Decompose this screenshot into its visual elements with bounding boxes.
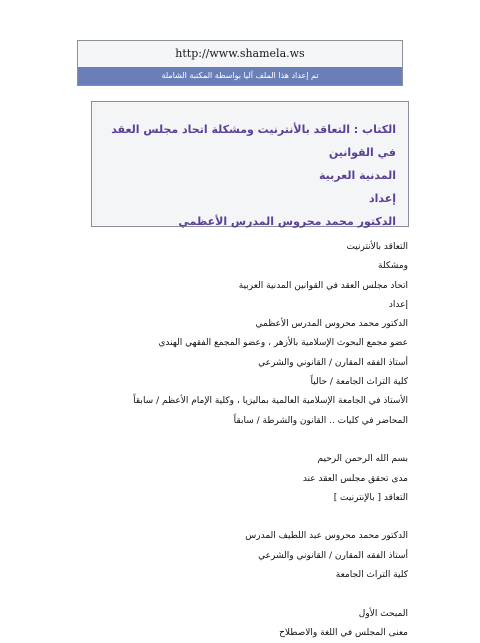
body-line: كلية التراث الجامعة bbox=[335, 570, 408, 581]
body-line: التعاقد [ بالإنترنيت ] bbox=[333, 492, 408, 503]
body-line: التعاقد بالأنترنيت bbox=[346, 242, 408, 252]
book-title: الكتاب : التعاقد بالأنترنيت ومشكلة اتحاد مجلس العقد في القوانين bbox=[111, 123, 396, 159]
author-name: الدكتور محمد محروس المدرس الأعظمي bbox=[178, 215, 396, 228]
body-line: الأستاذ في الجامعة الإسلامية العالمية بماليزيا ، وكلية الإمام الأعظم / سابقاً bbox=[133, 396, 408, 407]
body-line: أستاذ الفقه المقارن / القانوني والشرعي bbox=[258, 357, 408, 368]
body-line: إعداد bbox=[388, 299, 408, 310]
body-line: معنى المجلس في اللغة والاصطلاح bbox=[279, 627, 408, 638]
source-header-box bbox=[77, 40, 403, 86]
prepared-by-label: إعداد bbox=[368, 192, 396, 205]
section-heading: المبحث الأول bbox=[358, 608, 408, 619]
paragraph-gap bbox=[68, 431, 408, 450]
source-note-banner: تم إعداد هذا الملف آليا بواسطة المكتبة الشاملة bbox=[78, 67, 402, 85]
body-line: الدكتور محمد محروس المدرس الأعظمي bbox=[255, 319, 408, 330]
body-line: بسم الله الرحمن الرحيم bbox=[317, 454, 408, 465]
document-body bbox=[68, 238, 408, 643]
book-title-box bbox=[91, 101, 409, 227]
paragraph-gap bbox=[68, 585, 408, 604]
book-title-continued: المدنية العربية bbox=[319, 169, 396, 182]
paragraph-gap bbox=[68, 508, 408, 527]
body-line: عضو مجمع البحوث الإسلامية بالأزهر ، وعضو المجمع الفقهي الهندي bbox=[158, 338, 408, 349]
source-url[interactable]: http://www.shamela.ws bbox=[78, 41, 402, 67]
body-line: ومشكلة bbox=[378, 261, 408, 272]
body-line: أستاذ الفقه المقارن / القانوني والشرعي bbox=[258, 550, 408, 561]
body-line: كلية التراث الجامعة / حالياً bbox=[310, 377, 408, 388]
body-line: مدى تحقق مجلس العقد عند bbox=[302, 473, 408, 484]
body-line: المحاضر في كليات .. القانون والشرطة / سابقاً bbox=[233, 415, 408, 426]
body-line: الدكتور محمد محروس عبد اللطيف المدرس bbox=[245, 531, 408, 542]
body-line: اتحاد مجلس العقد في القوانين المدنية العربية bbox=[238, 280, 408, 291]
